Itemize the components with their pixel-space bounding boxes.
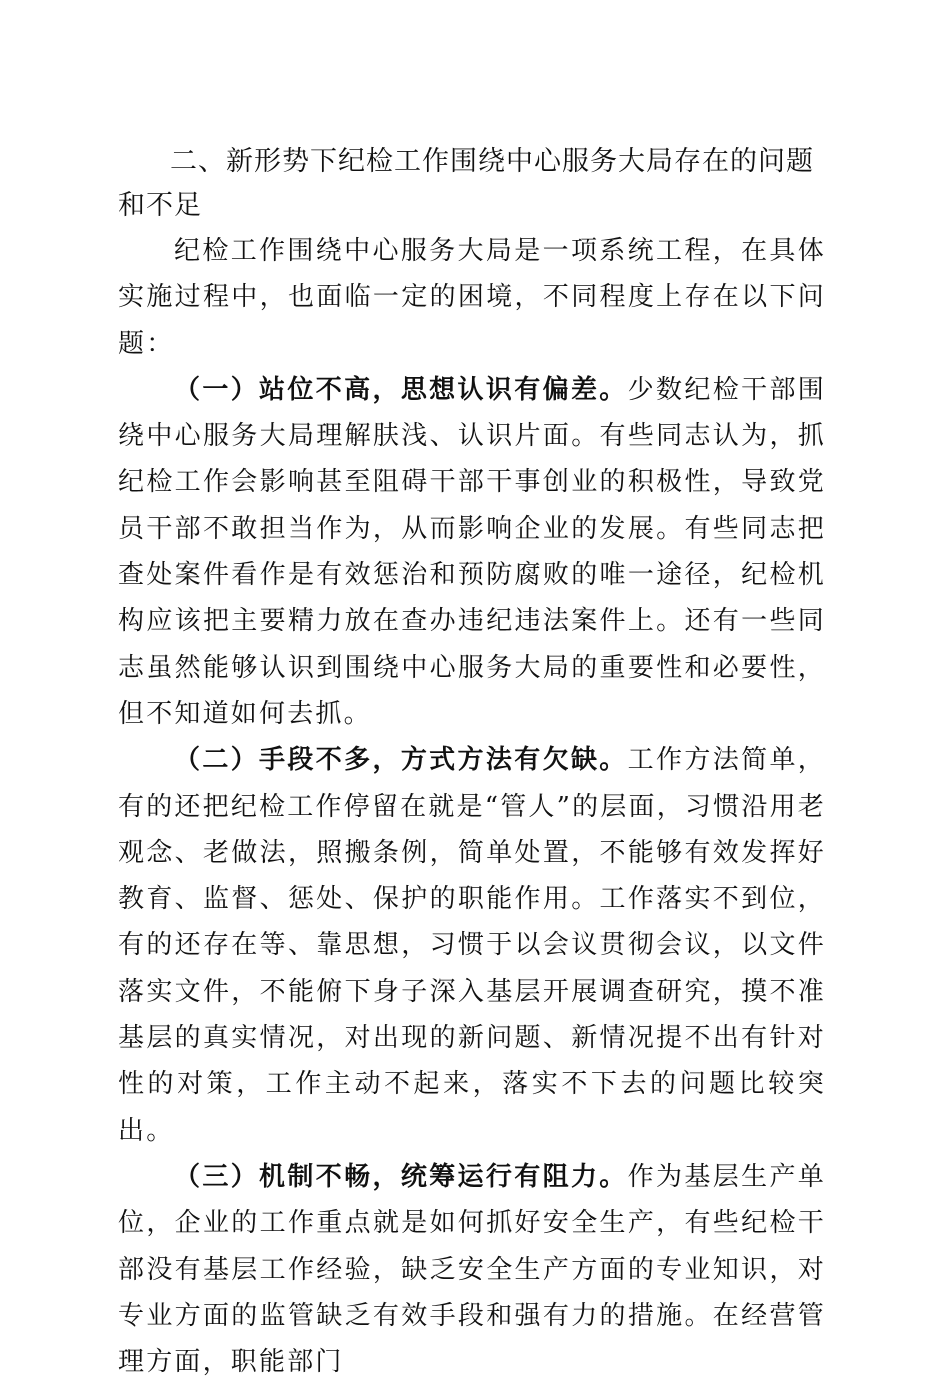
problem-lead-2: （二）手段不多，方式方法有欠缺。 [174, 745, 628, 776]
problem-body-1: 少数纪检干部围绕中心服务大局理解肤浅、认识片面。有些同志认为，抓纪检工作会影响甚至阻碍干部干事创业的积极性，导致党员干部不敢担当作为，从而影响企业的发展。有些同志把查处案件看作是有效惩治和预防腐败的唯一途径，纪检机构应该把主要精力放在查办违纪违法案件上。还有一些同志虽然能够认识到围绕中心服务大局的重要性和必要性，但不知道如何去抓。 [118, 374, 826, 729]
problem-paragraph-3 [118, 1154, 826, 1385]
document-page [118, 140, 826, 1385]
problem-body-3: 作为基层生产单位，企业的工作重点就是如何抓好安全生产，有些纪检干部没有基层工作经验，缺乏安全生产方面的专业知识，对专业方面的监管缺乏有效手段和强有力的措施。在经营管理方面，职能部门 [118, 1161, 826, 1378]
section-heading: 二、新形势下纪检工作围绕中心服务大局存在的问题和不足 [118, 146, 814, 221]
problem-body-2: 工作方法简单，有的还把纪检工作停留在就是“管人”的层面，习惯沿用老观念、老做法，照搬条例，简单处置，不能够有效发挥好教育、监督、惩处、保护的职能作用。工作落实不到位，有的还存在等、靠思想，习惯于以会议贯彻会议，以文件落实文件，不能俯下身子深入基层开展调查研究，摸不准基层的真实情况，对出现的新问题、新情况提不出有针对性的对策，工作主动不起来，落实不下去的问题比较突出。 [118, 745, 826, 1146]
problem-paragraph-1 [118, 367, 826, 737]
problem-lead-1: （一）站位不高，思想认识有偏差。 [174, 374, 628, 405]
intro-paragraph: 纪检工作围绕中心服务大局是一项系统工程，在具体实施过程中，也面临一定的困境，不同程度上存在以下问题： [118, 236, 826, 359]
problem-lead-3: （三）机制不畅，统筹运行有阻力。 [174, 1161, 628, 1192]
problem-paragraph-2 [118, 737, 826, 1154]
